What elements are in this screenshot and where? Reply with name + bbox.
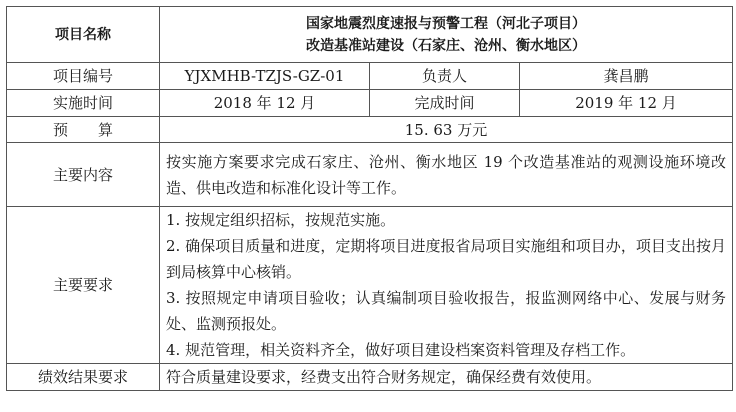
- main-content-value: [160, 143, 733, 207]
- main-content-text: 按实施方案要求完成石家庄、沧州、衡水地区 19 个改造基准站的观测设施环境改造、供电改造和标准化设计等工作。: [166, 152, 726, 197]
- requirements-row: [7, 207, 733, 364]
- owner-value: 龚昌鹏: [520, 63, 733, 90]
- project-title-line1: 国家地震烈度速报与预警工程（河北子项目）: [306, 15, 586, 32]
- project-code-label: 项目编号: [7, 63, 160, 90]
- schedule-row: [7, 90, 733, 117]
- main-content-label: 主要内容: [7, 143, 160, 207]
- project-name-value: [160, 7, 733, 63]
- project-name-label: 项目名称: [7, 7, 160, 63]
- performance-value: 符合质量建设要求，经费支出符合财务规定，确保经费有效使用。: [160, 364, 733, 391]
- budget-label: 预 算: [7, 117, 160, 143]
- start-time-label: 实施时间: [7, 90, 160, 117]
- end-time-value: 2019 年 12 月: [520, 90, 733, 117]
- requirement-item: 4. 规范管理，相关资料齐全，做好项目建设档案资料管理及存档工作。: [166, 341, 636, 359]
- performance-row: [7, 364, 733, 391]
- end-time-label: 完成时间: [370, 90, 520, 117]
- requirement-item: 1. 按规定组织招标，按规范实施。: [166, 211, 396, 229]
- performance-label: 绩效结果要求: [7, 364, 160, 391]
- project-title-line2: 改造基准站建设（石家庄、沧州、衡水地区）: [306, 37, 586, 54]
- budget-value: 15. 63 万元: [160, 117, 733, 143]
- project-info-table: [6, 6, 733, 391]
- project-name-row: [7, 7, 733, 63]
- budget-row: [7, 117, 733, 143]
- requirement-item: 2. 确保项目质量和进度，定期将项目进度报省局项目实施组和项目办，项目支出按月到局核算中心核销。: [166, 237, 726, 281]
- requirements-label: 主要要求: [7, 207, 160, 364]
- start-time-value: 2018 年 12 月: [160, 90, 370, 117]
- main-content-row: [7, 143, 733, 207]
- project-code-row: [7, 63, 733, 90]
- project-code-value: YJXMHB-TZJS-GZ-01: [160, 63, 370, 90]
- requirements-value: [160, 207, 733, 364]
- owner-label: 负责人: [370, 63, 520, 90]
- requirement-item: 3. 按照规定申请项目验收；认真编制项目验收报告，报监测网络中心、发展与财务处、监测预报处。: [166, 289, 726, 333]
